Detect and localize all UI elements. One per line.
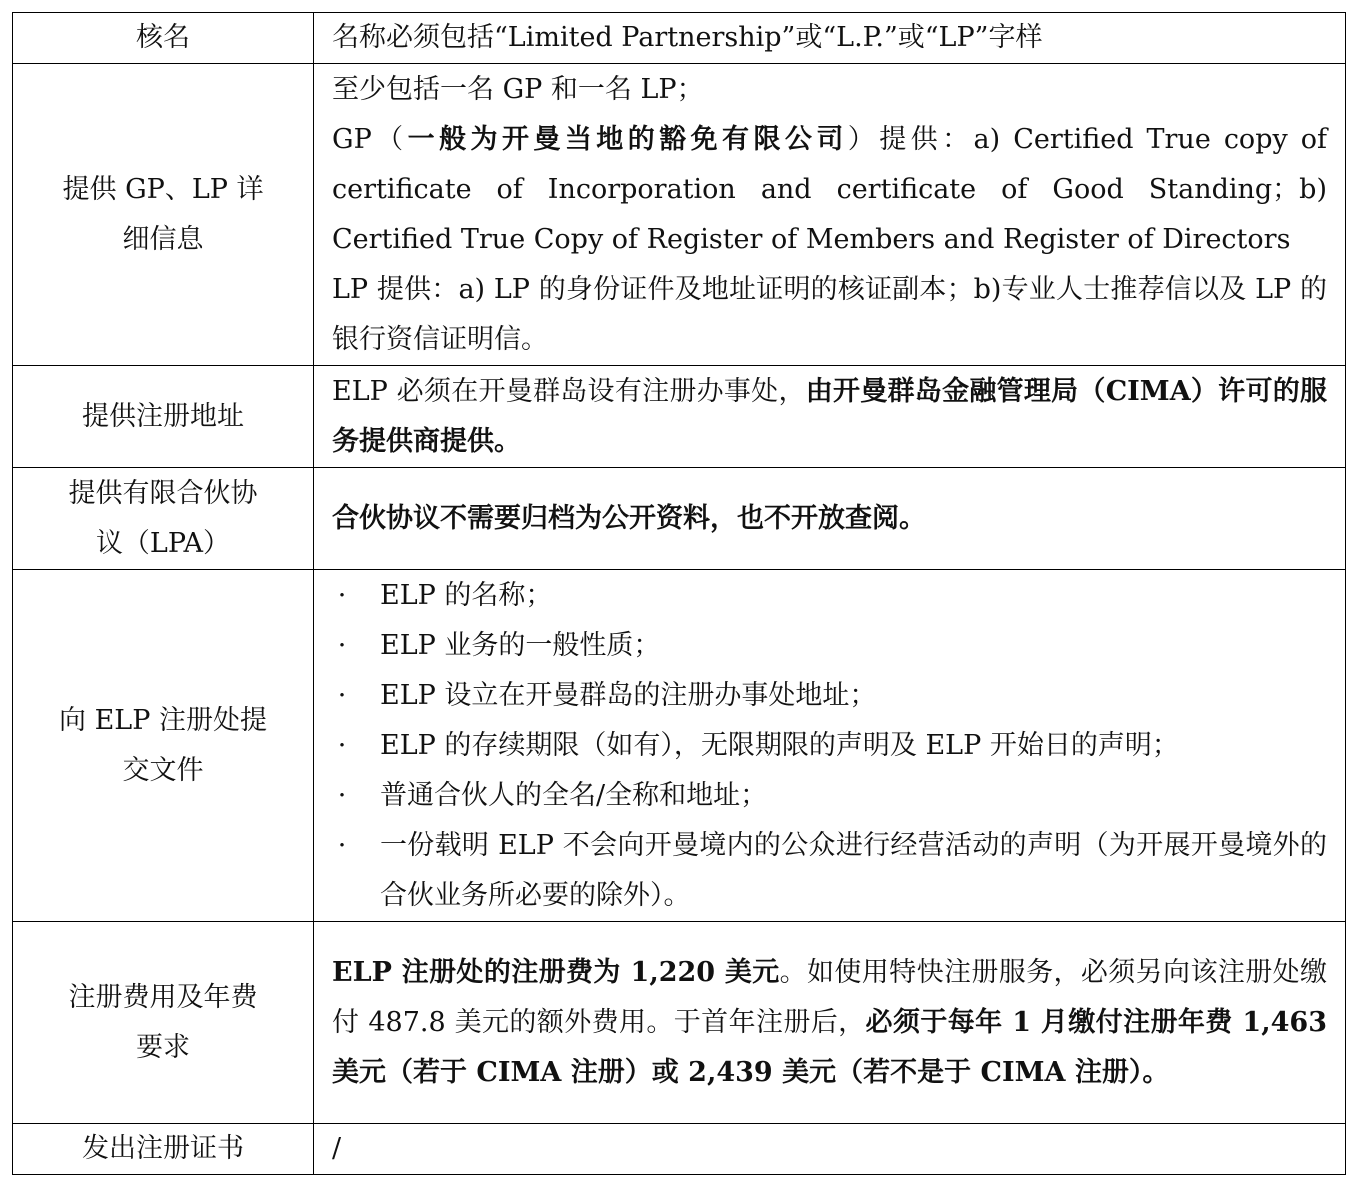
row-label-fees (13, 922, 314, 1124)
bold-text: 一般为开曼当地的豁免有限公司 (407, 123, 848, 155)
list-item-text: 普通合伙人的全名/全称和地址； (380, 779, 768, 811)
bullet-icon: · (337, 779, 347, 811)
row-content-gp-lp-details (314, 64, 1346, 366)
label-line: 注册费用及年费 (68, 981, 258, 1013)
table-row (13, 570, 1346, 922)
row-label-certificate (13, 1124, 314, 1175)
row-content-registered-address (314, 366, 1346, 468)
label-line: 要求 (136, 1031, 190, 1063)
bullet-icon: · (337, 729, 347, 761)
row-content-submit-documents (314, 570, 1346, 922)
content-line (332, 115, 1327, 265)
row-content-certificate (314, 1124, 1346, 1175)
label-text: 核名 (136, 22, 190, 53)
table-row (13, 468, 1346, 570)
table-row (13, 1124, 1346, 1175)
list-item-text: 一份载明 ELP 不会向开曼境内的公众进行经营活动的声明（为开展开曼境外的合伙业务所必要的除外）。 (380, 829, 1327, 911)
text-span: ）提供：a) Certified True copy of certificate of Incorporation and certificate of Good Standing；b) Certified True Copy of Register of Members and Register of Directors (332, 123, 1327, 255)
list-item-text: ELP 的名称； (380, 579, 553, 611)
bullet-icon: · (337, 629, 347, 661)
table-row (13, 64, 1346, 366)
table-row (13, 13, 1346, 64)
bold-text: ELP 注册处的注册费为 1,220 美元 (332, 956, 780, 988)
row-label-registered-address (13, 366, 314, 468)
list-item-text: ELP 业务的一般性质； (380, 629, 661, 661)
text-span: ELP 必须在开曼群岛设有注册办事处， (332, 375, 806, 407)
text-span: GP（ (332, 123, 408, 155)
label-line: 交文件 (122, 754, 204, 786)
requirements-table (12, 12, 1346, 1175)
content-line: 至少包括一名 GP 和一名 LP； (332, 73, 704, 105)
list-item-text: ELP 的存续期限（如有），无限期限的声明及 ELP 开始日的声明； (380, 729, 1179, 761)
list-item (332, 671, 1327, 721)
label-line: 议（LPA） (95, 527, 231, 559)
list-item-text: ELP 设立在开曼群岛的注册办事处地址； (380, 679, 877, 711)
content-text: / (332, 1133, 342, 1164)
list-item (332, 621, 1327, 671)
content-line: LP 提供：a) LP 的身份证件及地址证明的核证副本；b)专业人士推荐信以及 LP 的银行资信证明信。 (332, 273, 1327, 355)
list-item (332, 821, 1327, 921)
row-content-lpa (314, 468, 1346, 570)
text-span: 。如使用特快注册服务，必须另向该注册处缴付 487.8 美元的额外费用。于首年注册后， (332, 956, 1327, 1038)
document-list (332, 571, 1327, 921)
content-text: 名称必须包括“Limited Partnership”或“L.P.”或“LP”字样 (332, 22, 1043, 53)
row-label-gp-lp-details (13, 64, 314, 366)
bullet-icon: · (337, 829, 347, 861)
label-text: 提供注册地址 (82, 400, 244, 432)
table-row (13, 366, 1346, 468)
label-line: 提供 GP、LP 详 (62, 173, 264, 205)
bold-text: 合伙协议不需要归档为公开资料，也不开放查阅。 (332, 502, 926, 534)
row-label-name-check (13, 13, 314, 64)
row-content-fees (314, 922, 1346, 1124)
bold-text: 由开曼群岛金融管理局（CIMA）许可的服务提供商提供。 (332, 375, 1327, 457)
list-item (332, 721, 1327, 771)
label-text: 发出注册证书 (82, 1133, 244, 1164)
row-label-submit-documents (13, 570, 314, 922)
bullet-icon: · (337, 579, 347, 611)
label-line: 向 ELP 注册处提 (59, 704, 267, 736)
bullet-icon: · (337, 679, 347, 711)
label-line: 提供有限合伙协 (68, 477, 258, 509)
row-label-lpa (13, 468, 314, 570)
bold-text: 必须于每年 1 月缴付注册年费 1,463 美元（若于 CIMA 注册）或 2,439 美元（若不是于 CIMA 注册）。 (332, 1006, 1327, 1088)
table-row (13, 922, 1346, 1124)
list-item (332, 571, 1327, 621)
row-content-name-check (314, 13, 1346, 64)
label-line: 细信息 (122, 223, 204, 255)
list-item (332, 771, 1327, 821)
